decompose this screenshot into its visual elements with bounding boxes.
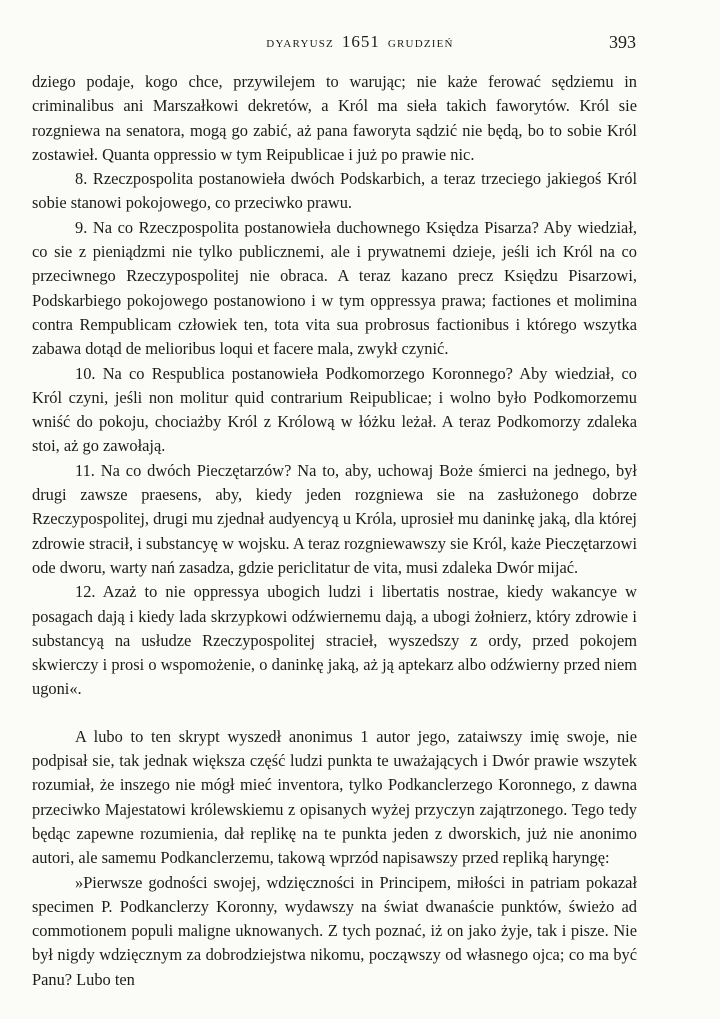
paragraph-point-8: 8. Rzeczpospolita postanowieła dwóch Podskarbich, a teraz trzeciego jakiegoś Król sobie stanowi pokojowego, co przeciwko prawu. xyxy=(32,169,637,213)
running-head-title: DYARYUSZ xyxy=(266,38,334,50)
body-text xyxy=(32,70,637,992)
paragraph-narrative: A lubo to ten skrypt wyszedł anonimus 1 autor jego, zataiwszy imię swoje, nie podpisał sie, tak jednak większa część ludzi punkta te uważających i Dwór prawie wszytek rozumiał, że inszego nie mógł mieć inventora, tylko Podkanclerzego Koronnego, z dawna przeciwko Majestatowi królewskiemu z opisanych wyżej przyczyn zajątrzonego. Tego tedy będąc zapewne rozumienia, dał replikę na te punkta jeden z dworskich, już nie anonimo autori, ale samemu Podkanclerzemu, takową wprzód napisawszy przed repliką haryngę: xyxy=(32,726,637,868)
paragraph-point-10: 10. Na co Respublica postanowieła Podkomorzego Koronnego? Aby wiedział, co Król czyni, jeśli non molitur quid contrarium Reipublicae; i wolno było Podkomorzemu wniść do pokoju, chociażby Król z Królową w łóżku leżał. A teraz Podkomorzy zdaleka stoi, aż go zawołają. xyxy=(32,363,637,456)
running-head-month: GRUDZIEŃ xyxy=(387,38,454,50)
running-head-year: 1651 xyxy=(341,32,380,51)
paragraph-continuation: dziego podaje, kogo chce, przywilejem to warując; nie każe ferować sędziemu in criminalibus ani Marszałkowi dekretów, a Król ma sieła takich faworytów. Król sie rozgniewa na senatora, mogą go zabić, aż pana faworyta sądzić nie będą, bo to sobie Król zostawieł. Quanta oppressio w tym Reipublicae i już po prawie nic. xyxy=(32,72,637,164)
paragraph-point-12: 12. Azaż to nie oppressya ubogich ludzi i libertatis nostrae, kiedy wakancye w posagach dają i kiedy lada skrzypkowi odźwiernemu dają, a ubogi żołnierz, który zdrowie i substancyą na usłudze Rzeczypospolitej stracieł, wyszedszy z ordy, przed pokojem skwierczy i prosi o wspomożenie, o daninkę jaką, aż ją aptekarz albo odźwierny przed niem ugoni«. xyxy=(32,582,637,699)
paragraph-reply-quote: »Pierwsze godności swojej, wdzięczności in Principem, miłości in patriam pokazał specimen P. Podkanclerzy Koronny, wydawszy na świat dwanaście punktów, świeżo ad commotionem populi maligne uknowanych. Z tych poznać, iż on jako żyje, tak i pisze. Nie był nigdy wdzięcznym za dobrodziejstwa nikomu, począwszy od własnego ojca; co ma być Panu? Lubo ten xyxy=(32,872,637,989)
page-number: 393 xyxy=(609,32,636,52)
page-header xyxy=(0,30,720,58)
paragraph-point-9: 9. Na co Rzeczpospolita postanowieła duchownego Księdza Pisarza? Aby wiedział, co sie z pieniądzmi nie tylko publicznemi, ale i prywatnemi dzieje, jeśli ich Król na co przeciwnego Rzeczypospolitej nie obraca. A teraz kazano precz Księdzu Pisarzowi, Podskarbiego pokojowego postanowiono i w tym oppressya prawa; factiones et molimina contra Rempublicam człowiek ten, tota vita sua probrosus factionibus i którego wszytka zabawa dotąd de melioribus loqui et facere mala, zwykł czynić. xyxy=(32,217,637,359)
paragraph-point-11: 11. Na co dwóch Pieczętarzów? Na to, aby, uchowaj Boże śmierci na jednego, był drugi zawsze praesens, aby, kiedy jeden rozgniewa sie na zasłużonego dobrze Rzeczypospolitej, drugi mu zjednał audyencyą u Króla, uprosieł mu daninkę jaką, dla której zdrowie stracił, i substancyę w wojsku. A teraz rozgniewawszy sie Król, każe Pieczętarzowi ode dworu, warty nań zasadza, gdzie periclitatur de vita, musi zdaleka Dwór mijać. xyxy=(32,460,637,577)
